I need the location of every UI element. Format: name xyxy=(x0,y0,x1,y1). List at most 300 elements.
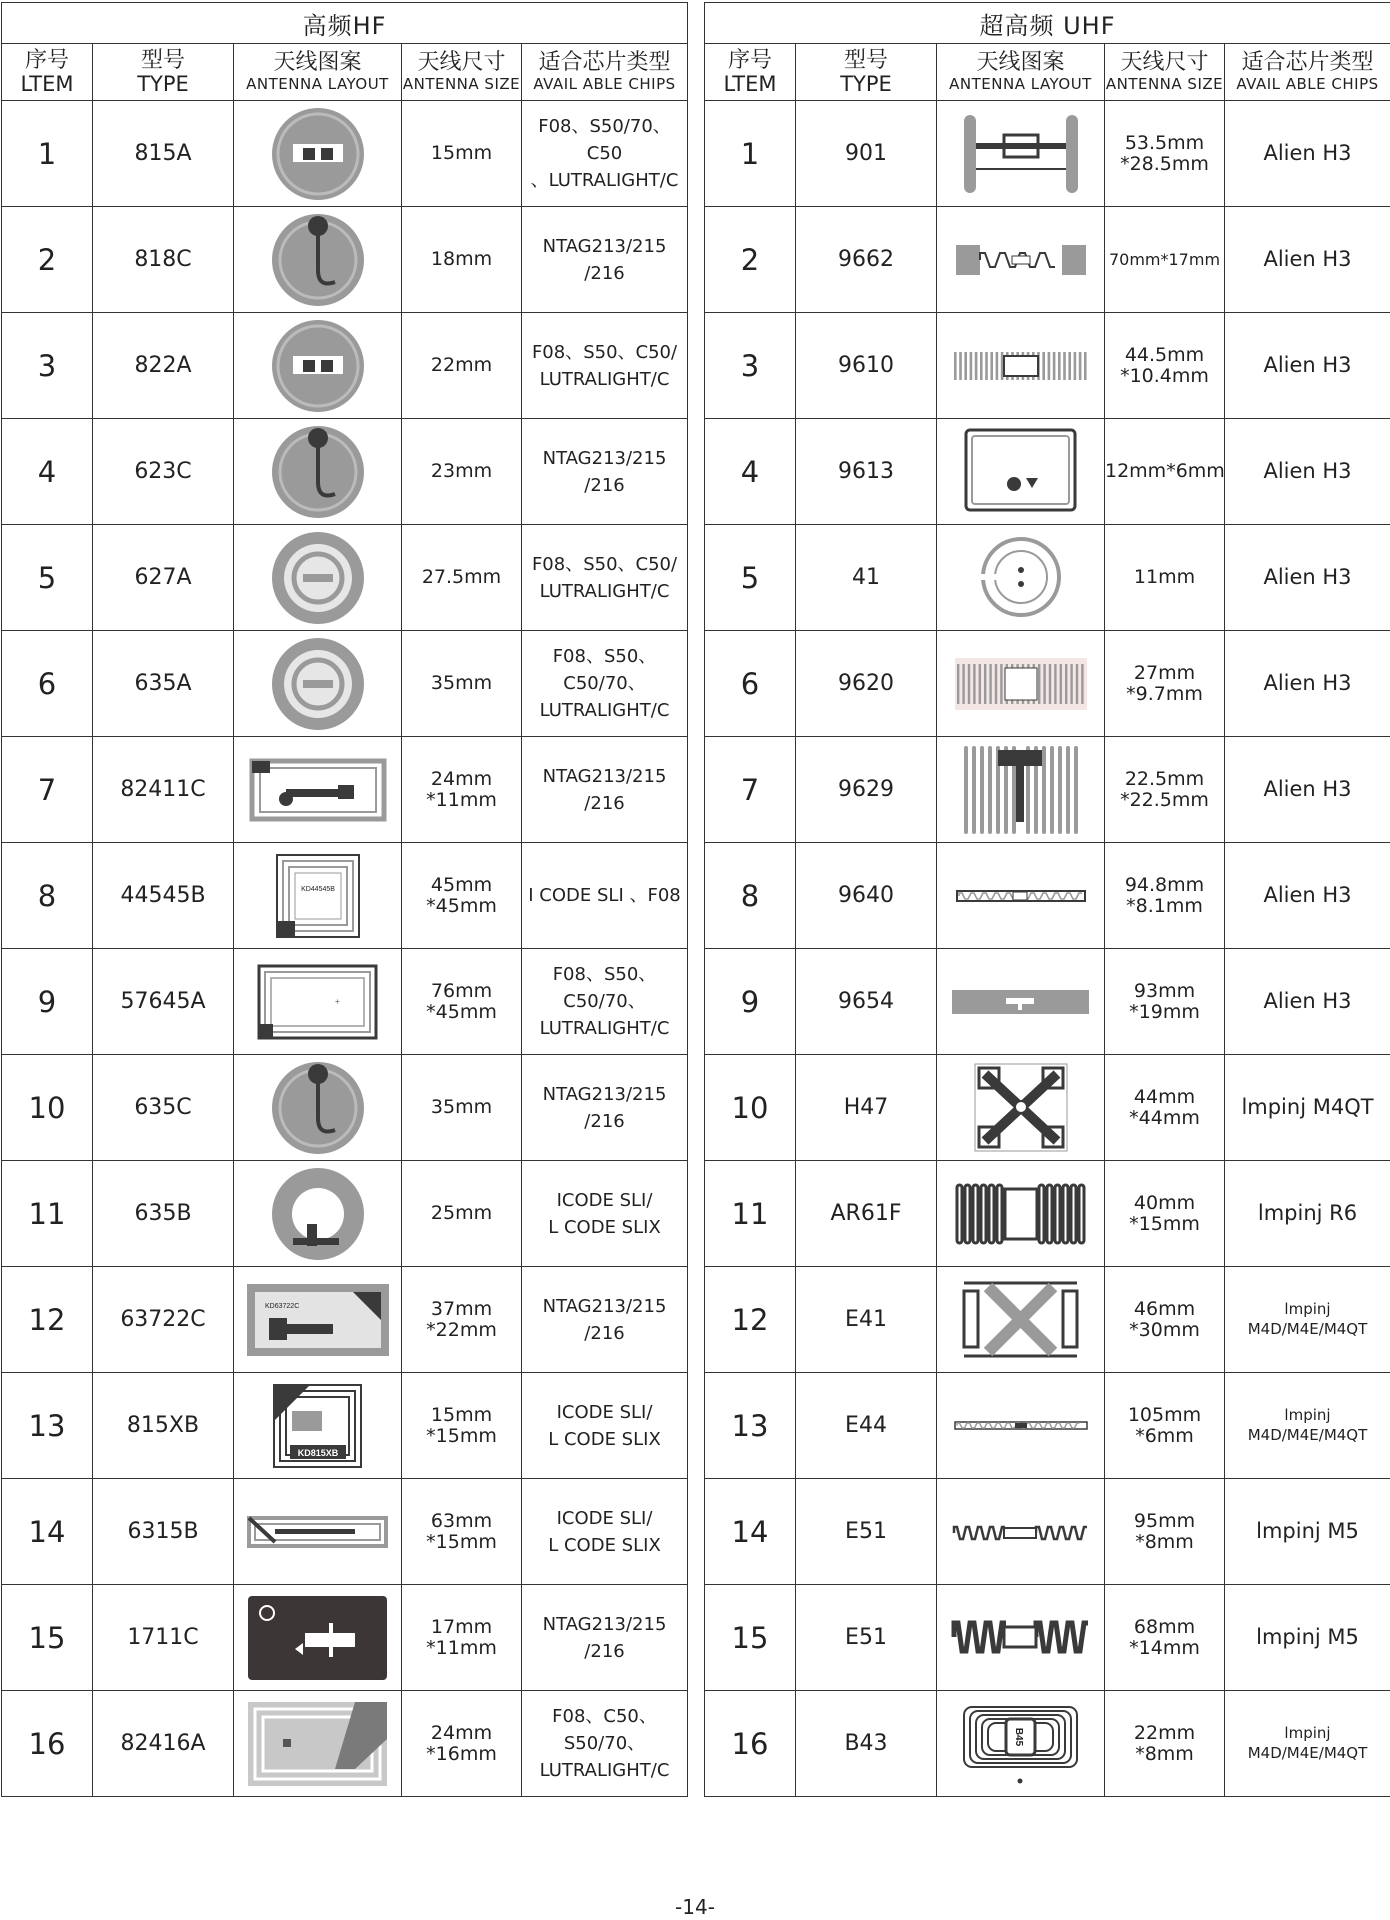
uhf-title: 超高频 UHF xyxy=(705,3,1390,44)
uhf-col-layout: 天线图案 ANTENNA LAYOUT xyxy=(937,44,1105,101)
available-chips xyxy=(1225,843,1390,949)
antenna-layout-image xyxy=(234,1161,402,1267)
antenna-size xyxy=(402,1055,522,1161)
hf-row xyxy=(2,1479,688,1585)
chips-line-1: lmpinj xyxy=(1284,1724,1331,1742)
hf-row xyxy=(2,1585,688,1691)
available-chips xyxy=(522,313,688,419)
type-code: 635C xyxy=(93,1055,234,1161)
hf-row xyxy=(2,631,688,737)
hf-row xyxy=(2,1055,688,1161)
item-number: 3 xyxy=(2,313,93,419)
antenna-size xyxy=(402,631,522,737)
type-code: 815A xyxy=(93,101,234,207)
available-chips xyxy=(522,1479,688,1585)
antenna-layout-image xyxy=(937,419,1105,525)
antenna-size xyxy=(402,1267,522,1373)
item-number: 16 xyxy=(2,1691,93,1797)
type-code: 818C xyxy=(93,207,234,313)
size-line-2: *10.4mm xyxy=(1120,364,1209,387)
size-line-1: 68mm xyxy=(1133,1615,1196,1638)
antenna-layout-image xyxy=(937,1479,1105,1585)
antenna-size xyxy=(1105,843,1225,949)
size-line-2: *15mm xyxy=(426,1424,497,1447)
type-code: B43 xyxy=(796,1691,937,1797)
antenna-size xyxy=(1105,525,1225,631)
chips-line-1: Alien H3 xyxy=(1263,458,1352,483)
size-line-1: 25mm xyxy=(430,1202,493,1225)
available-chips xyxy=(1225,101,1390,207)
type-code: E44 xyxy=(796,1373,937,1479)
antenna-layout-image xyxy=(937,207,1105,313)
type-code: H47 xyxy=(796,1055,937,1161)
size-line-1: 24mm xyxy=(430,1721,493,1744)
size-line-1: 105mm xyxy=(1127,1403,1202,1426)
chips-line-1: I CODE SLI 、F08 xyxy=(528,885,681,906)
size-line-1: 27.5mm xyxy=(421,566,502,589)
antenna-size xyxy=(402,1373,522,1479)
chips-line-1: NTAG213/215 xyxy=(542,1613,667,1635)
size-line-2: *44mm xyxy=(1129,1106,1200,1129)
item-number: 11 xyxy=(2,1161,93,1267)
size-line-1: 27mm xyxy=(1133,661,1196,684)
antenna-size xyxy=(1105,101,1225,207)
antenna-size xyxy=(402,737,522,843)
item-number: 14 xyxy=(705,1479,796,1585)
chips-line-1: lmpinj M5 xyxy=(1256,1518,1359,1543)
antenna-layout-image xyxy=(937,1055,1105,1161)
chips-line-2: /216 xyxy=(584,1322,625,1344)
available-chips xyxy=(1225,1373,1390,1479)
antenna-size xyxy=(402,1691,522,1797)
size-line-2: *28.5mm xyxy=(1120,152,1209,175)
size-line-1: 17mm xyxy=(430,1615,493,1638)
antenna-layout-image xyxy=(234,949,402,1055)
size-line-2: *22mm xyxy=(426,1318,497,1341)
chips-line-2: L CODE SLIX xyxy=(548,1216,661,1238)
size-line-2: *30mm xyxy=(1129,1318,1200,1341)
chips-line-1: F08、S50、C50/70、 xyxy=(552,964,657,1012)
available-chips xyxy=(522,1267,688,1373)
antenna-size xyxy=(1105,631,1225,737)
uhf-row xyxy=(705,525,1390,631)
chips-line-1: NTAG213/215 xyxy=(542,1295,667,1317)
item-number: 12 xyxy=(705,1267,796,1373)
type-code: 815XB xyxy=(93,1373,234,1479)
item-number: 3 xyxy=(705,313,796,419)
antenna-size xyxy=(1105,419,1225,525)
chips-line-1: F08、C50、S50/70、 xyxy=(552,1706,657,1754)
size-line-1: 44mm xyxy=(1133,1085,1196,1108)
type-code: 9662 xyxy=(796,207,937,313)
type-code: E41 xyxy=(796,1267,937,1373)
antenna-size xyxy=(1105,737,1225,843)
antenna-layout-image xyxy=(937,737,1105,843)
hf-col-layout: 天线图案 ANTENNA LAYOUT xyxy=(234,44,402,101)
uhf-row xyxy=(705,313,1390,419)
antenna-layout-image xyxy=(937,631,1105,737)
uhf-col-chips: 适合芯片类型 AVAIL ABLE CHIPS xyxy=(1225,44,1390,101)
antenna-layout-image xyxy=(937,1373,1105,1479)
chips-line-1: ICODE SLI/ xyxy=(556,1401,653,1423)
type-code: 41 xyxy=(796,525,937,631)
type-code: 635B xyxy=(93,1161,234,1267)
available-chips xyxy=(1225,207,1390,313)
size-line-2: *15mm xyxy=(1129,1212,1200,1235)
chips-line-1: F08、S50、C50/70、 xyxy=(552,646,657,694)
uhf-row xyxy=(705,737,1390,843)
type-code: 9620 xyxy=(796,631,937,737)
svg-text:KD44545B: KD44545B xyxy=(300,885,335,893)
antenna-layout-image xyxy=(937,949,1105,1055)
hf-row xyxy=(2,525,688,631)
item-number: 9 xyxy=(705,949,796,1055)
item-number: 6 xyxy=(705,631,796,737)
chips-line-1: ICODE SLI/ xyxy=(556,1507,653,1529)
chips-line-2: LUTRALIGHT/C xyxy=(539,1018,670,1039)
antenna-layout-image xyxy=(234,1691,402,1797)
antenna-size xyxy=(402,843,522,949)
antenna-layout-image xyxy=(234,1373,402,1479)
chips-line-1: lmpinj xyxy=(1284,1406,1331,1424)
hf-rows xyxy=(2,101,688,1797)
available-chips xyxy=(522,843,688,949)
size-line-1: 95mm xyxy=(1133,1509,1196,1532)
chips-line-1: lmpinj R6 xyxy=(1257,1200,1358,1225)
hf-row xyxy=(2,949,688,1055)
size-line-1: 46mm xyxy=(1133,1297,1196,1320)
item-number: 15 xyxy=(705,1585,796,1691)
size-line-1: 44.5mm xyxy=(1124,343,1205,366)
hf-col-item: 序号 LTEM xyxy=(2,44,93,101)
type-code: 63722C xyxy=(93,1267,234,1373)
svg-text:+: + xyxy=(335,996,340,1006)
uhf-row xyxy=(705,1373,1390,1479)
hf-table xyxy=(1,2,688,1797)
svg-text:B45: B45 xyxy=(1013,1727,1024,1746)
antenna-layout-image xyxy=(234,1479,402,1585)
type-code: E51 xyxy=(796,1585,937,1691)
chips-line-2: /216 xyxy=(584,1640,625,1662)
size-line-1: 37mm xyxy=(430,1297,493,1320)
chips-line-2: LUTRALIGHT/C xyxy=(539,1760,670,1781)
type-code: 82411C xyxy=(93,737,234,843)
size-line-2: *22.5mm xyxy=(1120,788,1209,811)
hf-row xyxy=(2,419,688,525)
item-number: 2 xyxy=(2,207,93,313)
item-number: 4 xyxy=(2,419,93,525)
available-chips xyxy=(522,949,688,1055)
size-line-1: 15mm xyxy=(430,142,493,165)
antenna-layout-image xyxy=(234,525,402,631)
antenna-size xyxy=(1105,1055,1225,1161)
type-code: 9640 xyxy=(796,843,937,949)
size-line-1: 11mm xyxy=(1133,566,1196,589)
chips-line-1: NTAG213/215 xyxy=(542,447,667,469)
chips-line-2: 、LUTRALIGHT/C xyxy=(530,170,679,191)
item-number: 5 xyxy=(2,525,93,631)
antenna-size xyxy=(402,1479,522,1585)
size-line-1: 93mm xyxy=(1133,979,1196,1002)
antenna-size xyxy=(1105,949,1225,1055)
uhf-table xyxy=(704,2,1390,1797)
hf-row xyxy=(2,207,688,313)
uhf-row xyxy=(705,1267,1390,1373)
chips-line-2: /216 xyxy=(584,262,625,284)
antenna-layout-image xyxy=(937,1585,1105,1691)
type-code: 822A xyxy=(93,313,234,419)
antenna-size xyxy=(1105,313,1225,419)
size-line-1: 35mm xyxy=(430,1096,493,1119)
size-line-2: *14mm xyxy=(1129,1636,1200,1659)
antenna-size xyxy=(1105,1161,1225,1267)
antenna-size xyxy=(1105,207,1225,313)
hf-col-chips: 适合芯片类型 AVAIL ABLE CHIPS xyxy=(522,44,688,101)
type-code: 57645A xyxy=(93,949,234,1055)
size-line-2: *6mm xyxy=(1135,1424,1194,1447)
chips-line-1: F08、S50/70、C50 xyxy=(538,116,671,164)
type-code: AR61F xyxy=(796,1161,937,1267)
available-chips xyxy=(1225,631,1390,737)
item-number: 9 xyxy=(2,949,93,1055)
item-number: 2 xyxy=(705,207,796,313)
antenna-size xyxy=(1105,1373,1225,1479)
uhf-rows xyxy=(705,101,1390,1797)
available-chips xyxy=(1225,1161,1390,1267)
antenna-layout-image xyxy=(234,313,402,419)
antenna-layout-image xyxy=(937,101,1105,207)
size-line-1: 24mm xyxy=(430,767,493,790)
item-number: 6 xyxy=(2,631,93,737)
chips-line-1: NTAG213/215 xyxy=(542,1083,667,1105)
available-chips xyxy=(522,1161,688,1267)
item-number: 7 xyxy=(705,737,796,843)
antenna-layout-image xyxy=(234,419,402,525)
item-number: 8 xyxy=(2,843,93,949)
uhf-col-item: 序号 LTEM xyxy=(705,44,796,101)
hf-row xyxy=(2,1267,688,1373)
hf-title: 高频HF xyxy=(2,3,688,44)
item-number: 16 xyxy=(705,1691,796,1797)
uhf-row xyxy=(705,843,1390,949)
available-chips xyxy=(522,1585,688,1691)
available-chips xyxy=(1225,737,1390,843)
antenna-layout-image xyxy=(937,1691,1105,1797)
antenna-layout-image xyxy=(937,843,1105,949)
antenna-size xyxy=(402,419,522,525)
size-line-1: 22mm xyxy=(1133,1721,1196,1744)
item-number: 1 xyxy=(705,101,796,207)
available-chips xyxy=(522,631,688,737)
chips-line-1: Alien H3 xyxy=(1263,776,1352,801)
antenna-size xyxy=(402,1585,522,1691)
page-number: -14- xyxy=(675,1895,715,1919)
chips-line-1: Alien H3 xyxy=(1263,882,1352,907)
antenna-layout-image xyxy=(937,1161,1105,1267)
hf-row xyxy=(2,1691,688,1797)
available-chips xyxy=(522,1691,688,1797)
available-chips xyxy=(1225,949,1390,1055)
hf-row xyxy=(2,1373,688,1479)
antenna-layout-image xyxy=(234,737,402,843)
type-code: 6315B xyxy=(93,1479,234,1585)
available-chips xyxy=(1225,1267,1390,1373)
item-number: 11 xyxy=(705,1161,796,1267)
size-line-2: *45mm xyxy=(426,1000,497,1023)
item-number: 1 xyxy=(2,101,93,207)
chips-line-2: M4D/M4E/M4QT xyxy=(1247,1319,1368,1338)
item-number: 13 xyxy=(705,1373,796,1479)
chips-line-2: LUTRALIGHT/C xyxy=(539,700,670,721)
svg-text:KD63722C: KD63722C xyxy=(264,1302,299,1310)
chips-line-2: L CODE SLIX xyxy=(548,1428,661,1450)
hf-row xyxy=(2,101,688,207)
type-code: E51 xyxy=(796,1479,937,1585)
available-chips xyxy=(522,207,688,313)
type-code: 635A xyxy=(93,631,234,737)
type-code: 901 xyxy=(796,101,937,207)
item-number: 10 xyxy=(705,1055,796,1161)
size-line-1: 22mm xyxy=(430,354,493,377)
size-line-1: 70mm*17mm xyxy=(1108,249,1221,269)
size-line-1: 63mm xyxy=(430,1509,493,1532)
size-line-1: 18mm xyxy=(430,248,493,271)
size-line-2: *9.7mm xyxy=(1126,682,1203,705)
size-line-1: 23mm xyxy=(430,460,493,483)
antenna-layout-image xyxy=(234,843,402,949)
size-line-2: *8mm xyxy=(1135,1530,1194,1553)
uhf-col-type: 型号 TYPE xyxy=(796,44,937,101)
size-line-2: *8.1mm xyxy=(1126,894,1203,917)
chips-line-2: LUTRALIGHT/C xyxy=(539,368,670,390)
item-number: 7 xyxy=(2,737,93,843)
chips-line-2: /216 xyxy=(584,792,625,814)
antenna-size xyxy=(402,949,522,1055)
size-line-2: *45mm xyxy=(426,894,497,917)
size-line-2: *15mm xyxy=(426,1530,497,1553)
available-chips xyxy=(522,419,688,525)
available-chips xyxy=(1225,1479,1390,1585)
antenna-size xyxy=(1105,1267,1225,1373)
available-chips xyxy=(522,1373,688,1479)
available-chips xyxy=(522,1055,688,1161)
type-code: 627A xyxy=(93,525,234,631)
chips-line-1: NTAG213/215 xyxy=(542,765,667,787)
svg-text:KD815XB: KD815XB xyxy=(297,1447,339,1458)
antenna-size xyxy=(402,101,522,207)
type-code: 82416A xyxy=(93,1691,234,1797)
type-code: 1711C xyxy=(93,1585,234,1691)
hf-col-size: 天线尺寸 ANTENNA SIZE xyxy=(402,44,522,101)
chips-line-1: Alien H3 xyxy=(1263,670,1352,695)
available-chips xyxy=(1225,1055,1390,1161)
hf-row xyxy=(2,1161,688,1267)
size-line-2: *19mm xyxy=(1129,1000,1200,1023)
uhf-row xyxy=(705,1691,1390,1797)
chips-line-2: L CODE SLIX xyxy=(548,1534,661,1556)
type-code: 9613 xyxy=(796,419,937,525)
antenna-size xyxy=(402,525,522,631)
antenna-layout-image xyxy=(937,525,1105,631)
size-line-2: *16mm xyxy=(426,1742,497,1765)
uhf-row xyxy=(705,1055,1390,1161)
antenna-layout-image xyxy=(937,1267,1105,1373)
chips-line-1: ICODE SLI/ xyxy=(556,1189,653,1211)
hf-row xyxy=(2,737,688,843)
uhf-row xyxy=(705,419,1390,525)
antenna-size xyxy=(402,313,522,419)
antenna-size xyxy=(1105,1585,1225,1691)
size-line-1: 35mm xyxy=(430,672,493,695)
antenna-size xyxy=(402,207,522,313)
size-line-1: 12mm*6mm xyxy=(1105,460,1225,483)
uhf-row xyxy=(705,631,1390,737)
size-line-1: 53.5mm xyxy=(1124,131,1205,154)
size-line-1: 40mm xyxy=(1133,1191,1196,1214)
hf-row xyxy=(2,843,688,949)
antenna-layout-image xyxy=(234,631,402,737)
available-chips xyxy=(1225,525,1390,631)
available-chips xyxy=(522,525,688,631)
size-line-1: 15mm xyxy=(430,1403,493,1426)
uhf-row xyxy=(705,1479,1390,1585)
chips-line-1: Alien H3 xyxy=(1263,352,1352,377)
size-line-1: 94.8mm xyxy=(1124,873,1205,896)
uhf-row xyxy=(705,1161,1390,1267)
chips-line-1: F08、S50、C50/ xyxy=(531,553,678,575)
uhf-col-size: 天线尺寸 ANTENNA SIZE xyxy=(1105,44,1225,101)
item-number: 13 xyxy=(2,1373,93,1479)
item-number: 12 xyxy=(2,1267,93,1373)
item-number: 10 xyxy=(2,1055,93,1161)
uhf-row xyxy=(705,949,1390,1055)
chips-line-2: M4D/M4E/M4QT xyxy=(1247,1425,1368,1444)
available-chips xyxy=(1225,1585,1390,1691)
uhf-row xyxy=(705,207,1390,313)
type-code: 9629 xyxy=(796,737,937,843)
chips-line-1: NTAG213/215 xyxy=(542,235,667,257)
chips-line-1: F08、S50、C50/ xyxy=(531,341,678,363)
available-chips xyxy=(1225,419,1390,525)
item-number: 15 xyxy=(2,1585,93,1691)
size-line-2: *8mm xyxy=(1135,1742,1194,1765)
type-code: 9654 xyxy=(796,949,937,1055)
item-number: 4 xyxy=(705,419,796,525)
chips-line-2: /216 xyxy=(584,474,625,496)
chips-line-2: M4D/M4E/M4QT xyxy=(1247,1743,1368,1762)
size-line-1: 45mm xyxy=(430,873,493,896)
item-number: 5 xyxy=(705,525,796,631)
chips-line-1: Alien H3 xyxy=(1263,140,1352,165)
chips-line-1: Alien H3 xyxy=(1263,988,1352,1013)
hf-col-type: 型号 TYPE xyxy=(93,44,234,101)
available-chips xyxy=(522,101,688,207)
antenna-size xyxy=(1105,1479,1225,1585)
antenna-layout-image xyxy=(234,1585,402,1691)
antenna-layout-image xyxy=(234,101,402,207)
size-line-2: *11mm xyxy=(426,1636,497,1659)
type-code: 44545B xyxy=(93,843,234,949)
item-number: 14 xyxy=(2,1479,93,1585)
item-number: 8 xyxy=(705,843,796,949)
antenna-layout-image xyxy=(234,1267,402,1373)
chips-line-1: lmpinj M5 xyxy=(1256,1624,1359,1649)
antenna-size xyxy=(402,1161,522,1267)
hf-row xyxy=(2,313,688,419)
available-chips xyxy=(1225,1691,1390,1797)
uhf-row xyxy=(705,101,1390,207)
antenna-size xyxy=(1105,1691,1225,1797)
